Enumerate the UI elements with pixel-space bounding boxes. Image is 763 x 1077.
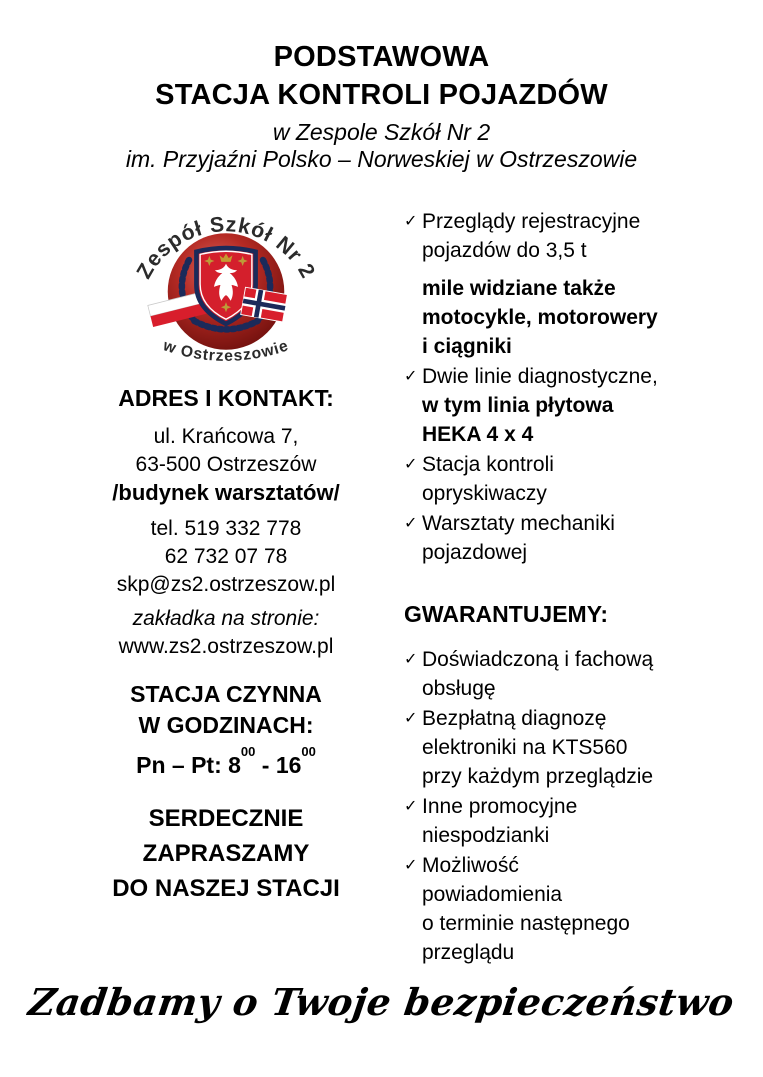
subtitle-line-2: im. Przyjaźni Polsko – Norweskiej w Ostrzeszowie bbox=[125, 146, 638, 172]
list-item bbox=[404, 645, 704, 703]
list-item-lines bbox=[422, 645, 704, 703]
right-column bbox=[404, 197, 704, 968]
invitation-line-3: DO NASZEJ STACJI bbox=[112, 875, 340, 902]
list-item bbox=[404, 362, 704, 449]
address-line-2: 63-500 Ostrzeszów bbox=[135, 453, 317, 476]
phone-block bbox=[68, 515, 384, 599]
checkmark-icon: ✓ bbox=[404, 710, 418, 727]
email: skp@zs2.ostrzeszow.pl bbox=[116, 573, 336, 596]
list-item-lines bbox=[422, 792, 704, 850]
hours-heading bbox=[68, 679, 384, 741]
list-item-line: powiadomienia bbox=[422, 883, 563, 906]
address-line-1: ul. Krańcowa 7, bbox=[153, 425, 299, 448]
list-item-line: pojazdów do 3,5 t bbox=[422, 239, 587, 262]
logo-text-top: Zespół Szkół Nr 2 bbox=[131, 212, 321, 283]
checkmark-icon: ✓ bbox=[404, 651, 418, 668]
checkmark-icon: ✓ bbox=[404, 515, 418, 532]
list-item-line: Przeglądy rejestracyjne bbox=[422, 210, 641, 233]
list-item-line: przeglądu bbox=[422, 941, 515, 964]
hours-heading-line-2: W GODZINACH: bbox=[138, 712, 314, 738]
title-line-1: PODSTAWOWA bbox=[273, 41, 490, 73]
header bbox=[0, 0, 763, 173]
list-item-line: Stacja kontroli bbox=[422, 453, 554, 476]
list-item-line: elektroniki na KTS560 bbox=[422, 736, 628, 759]
list-item-line: pojazdowej bbox=[422, 541, 528, 564]
checkmark-icon: ✓ bbox=[404, 368, 418, 385]
checkmark-icon: ✓ bbox=[404, 213, 418, 230]
list-item-line: w tym linia płytowa bbox=[422, 394, 614, 417]
list-item-line: obsługę bbox=[422, 677, 496, 700]
title-line-2: STACJA KONTROLI POJAZDÓW bbox=[155, 79, 608, 111]
list-item-line: przy każdym przeglądzie bbox=[422, 765, 654, 788]
checkmark-icon: ✓ bbox=[404, 456, 418, 473]
list-item-line: o terminie następnego bbox=[422, 912, 630, 935]
website-block bbox=[68, 605, 384, 661]
website-note: zakładka na stronie: bbox=[132, 607, 320, 630]
website-url: www.zs2.ostrzeszow.pl bbox=[118, 635, 334, 658]
hours-value bbox=[68, 744, 384, 779]
list-item bbox=[404, 704, 704, 791]
phone-1: tel. 519 332 778 bbox=[150, 517, 302, 540]
list-item-line: niespodzianki bbox=[422, 824, 550, 847]
hours-sup-1: 00 bbox=[240, 744, 256, 760]
list-item-line: Możliwość bbox=[422, 854, 519, 877]
list-item-lines bbox=[422, 509, 704, 567]
list-item-lines bbox=[422, 704, 704, 791]
contact-heading: ADRES I KONTAKT: bbox=[118, 385, 334, 411]
list-item-line: Bezpłatną diagnozę bbox=[422, 707, 607, 730]
invitation-line-1: SERDECZNIE bbox=[148, 805, 304, 832]
phone-2: 62 732 07 78 bbox=[164, 545, 288, 568]
list-item-line: Dwie linie diagnostyczne, bbox=[422, 365, 658, 388]
list-item bbox=[404, 851, 704, 967]
list-item bbox=[404, 509, 704, 567]
left-column bbox=[68, 197, 384, 968]
address-line-3: /budynek warsztatów/ bbox=[112, 480, 340, 505]
list-item-line: Inne promocyjne bbox=[422, 795, 578, 818]
list-item-lines bbox=[422, 450, 704, 508]
footer bbox=[0, 980, 763, 1024]
hours-sup-2: 00 bbox=[301, 744, 316, 760]
guarantee-heading: GWARANTUJEMY: bbox=[404, 601, 609, 627]
list-item-lines bbox=[422, 207, 704, 361]
school-logo bbox=[120, 199, 332, 371]
checkmark-icon: ✓ bbox=[404, 798, 418, 815]
hours-mid: - 16 bbox=[255, 752, 302, 778]
list-item-lines bbox=[422, 851, 704, 967]
list-item bbox=[404, 792, 704, 850]
list-item-line: mile widziane także bbox=[422, 277, 616, 300]
list-item-line: Warsztaty mechaniki bbox=[422, 512, 615, 535]
list-item-line: Doświadczoną i fachową bbox=[422, 648, 654, 671]
hours-heading-line-1: STACJA CZYNNA bbox=[130, 681, 322, 707]
list-item bbox=[404, 207, 704, 361]
slogan: Zadbamy o Twoje bezpieczeństwo bbox=[25, 980, 738, 1024]
list-item-line: opryskiwaczy bbox=[422, 482, 547, 505]
invitation-line-2: ZAPRASZAMY bbox=[142, 840, 310, 867]
address-block bbox=[68, 423, 384, 507]
subtitle-line-1: w Zespole Szkół Nr 2 bbox=[272, 119, 491, 145]
list-item-lines bbox=[422, 362, 704, 449]
services-list bbox=[404, 207, 704, 567]
hours-prefix: Pn – Pt: 8 bbox=[136, 752, 241, 778]
guarantee-list bbox=[404, 645, 704, 967]
list-item bbox=[404, 450, 704, 508]
checkmark-icon: ✓ bbox=[404, 857, 418, 874]
list-item-line: motocykle, motorowery bbox=[422, 306, 658, 329]
main-content bbox=[68, 197, 705, 968]
logo-text-bottom: w Ostrzeszowie bbox=[160, 337, 292, 365]
list-item-line: i ciągniki bbox=[422, 335, 512, 358]
invitation-block bbox=[68, 801, 384, 906]
list-item-line: HEKA 4 x 4 bbox=[422, 423, 534, 446]
